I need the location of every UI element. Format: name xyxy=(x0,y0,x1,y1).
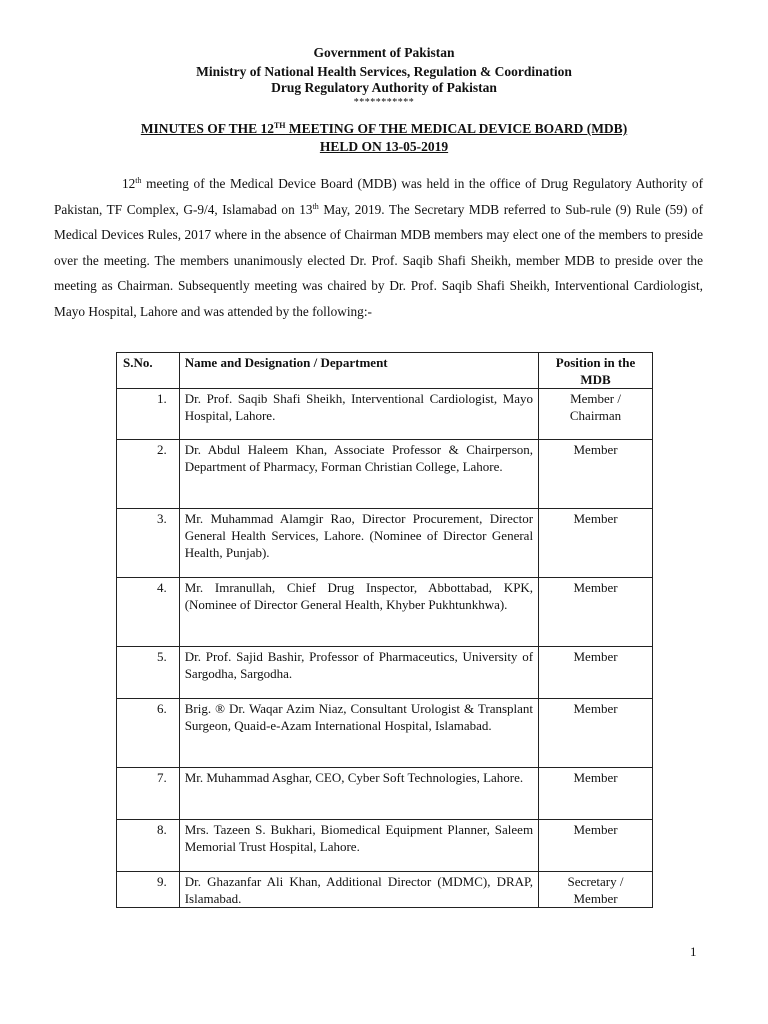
table-row xyxy=(117,440,653,509)
title-superscript: TH xyxy=(273,121,286,130)
table-row xyxy=(117,820,653,872)
intro-text-1: meeting of the Medical Device Board (MDB) was held in the office of Drug Regulatory Authority of Pakistan, TF Complex, G-9/4, Islamabad on 13 xyxy=(54,176,703,217)
row-position: Secretary / Member xyxy=(539,872,653,908)
row-position: Member / Chairman xyxy=(539,389,653,440)
intro-number-sup: th xyxy=(135,176,142,185)
table-row xyxy=(117,389,653,440)
minutes-date xyxy=(0,139,768,155)
row-sno: 5. xyxy=(117,647,180,699)
header-authority: Drug Regulatory Authority of Pakistan xyxy=(271,80,497,95)
row-name: Mrs. Tazeen S. Bukhari, Biomedical Equipment Planner, Saleem Memorial Trust Hospital, Lahore. xyxy=(179,820,538,872)
row-name: Mr. Imranullah, Chief Drug Inspector, Abbottabad, KPK, (Nominee of Director General Health, Khyber Pukhtunkhwa). xyxy=(179,578,538,647)
intro-text-2: May, 2019. The Secretary MDB referred to Sub-rule (9) Rule (59) of Medical Devices Rules, 2017 where in the absence of Chairman MDB members may elect one of the members to preside over the meeting. The members unanimously elected Dr. Prof. Saqib Shafi Sheikh, member MDB to preside over the meeting as Chairman. Subsequently meeting was chaired by Dr. Prof. Saqib Shafi Sheikh, Interventional Cardiologist, Mayo Hospital, Lahore and was attended by the following:- xyxy=(54,201,703,319)
row-position: Member xyxy=(539,578,653,647)
row-position: Member xyxy=(539,440,653,509)
row-sno: 4. xyxy=(117,578,180,647)
row-sno: 1. xyxy=(117,389,180,440)
row-sno: 8. xyxy=(117,820,180,872)
row-name: Dr. Prof. Saqib Shafi Sheikh, Interventional Cardiologist, Mayo Hospital, Lahore. xyxy=(179,389,538,440)
row-position: Member xyxy=(539,820,653,872)
row-sno: 9. xyxy=(117,872,180,908)
intro-number: 12 xyxy=(122,176,136,191)
table-row xyxy=(117,509,653,578)
row-name: Dr. Abdul Haleem Khan, Associate Professor & Chairperson, Department of Pharmacy, Forman Christian College, Lahore. xyxy=(179,440,538,509)
header-government: Government of Pakistan xyxy=(313,45,455,60)
row-name: Dr. Ghazanfar Ali Khan, Additional Director (MDMC), DRAP, Islamabad. xyxy=(179,872,538,908)
row-sno: 6. xyxy=(117,699,180,768)
row-name: Mr. Muhammad Asghar, CEO, Cyber Soft Technologies, Lahore. xyxy=(179,768,538,820)
title-suffix: MEETING OF THE MEDICAL DEVICE BOARD (MDB) xyxy=(285,121,628,136)
intro-date-sup: th xyxy=(312,201,319,211)
header-separator: *********** xyxy=(353,97,415,108)
row-sno: 7. xyxy=(117,768,180,820)
table-row xyxy=(117,768,653,820)
minutes-title xyxy=(0,121,768,137)
table-row xyxy=(117,872,653,908)
table-row xyxy=(117,699,653,768)
minutes-date-text: HELD ON 13-05-2019 xyxy=(319,139,449,154)
table-header-row xyxy=(117,353,653,389)
row-sno: 2. xyxy=(117,440,180,509)
title-prefix: MINUTES OF THE 12 xyxy=(140,121,274,136)
header-position: Position in the MDB xyxy=(539,353,653,389)
table-row xyxy=(117,647,653,699)
header-sno: S.No. xyxy=(117,353,180,389)
intro-paragraph xyxy=(54,171,703,324)
row-sno: 3. xyxy=(117,509,180,578)
row-position: Member xyxy=(539,509,653,578)
row-position: Member xyxy=(539,768,653,820)
members-table xyxy=(116,352,653,908)
row-position: Member xyxy=(539,647,653,699)
page-number: 1 xyxy=(690,944,697,959)
header-ministry: Ministry of National Health Services, Regulation & Coordination xyxy=(196,64,572,79)
header-name: Name and Designation / Department xyxy=(179,353,538,389)
row-name: Brig. ® Dr. Waqar Azim Niaz, Consultant Urologist & Transplant Surgeon, Quaid-e-Azam International Hospital, Islamabad. xyxy=(179,699,538,768)
row-name: Dr. Prof. Sajid Bashir, Professor of Pharmaceutics, University of Sargodha, Sargodha. xyxy=(179,647,538,699)
table-row xyxy=(117,578,653,647)
row-name: Mr. Muhammad Alamgir Rao, Director Procurement, Director General Health Services, Lahore. (Nominee of Director General Health, Punjab). xyxy=(179,509,538,578)
row-position: Member xyxy=(539,699,653,768)
